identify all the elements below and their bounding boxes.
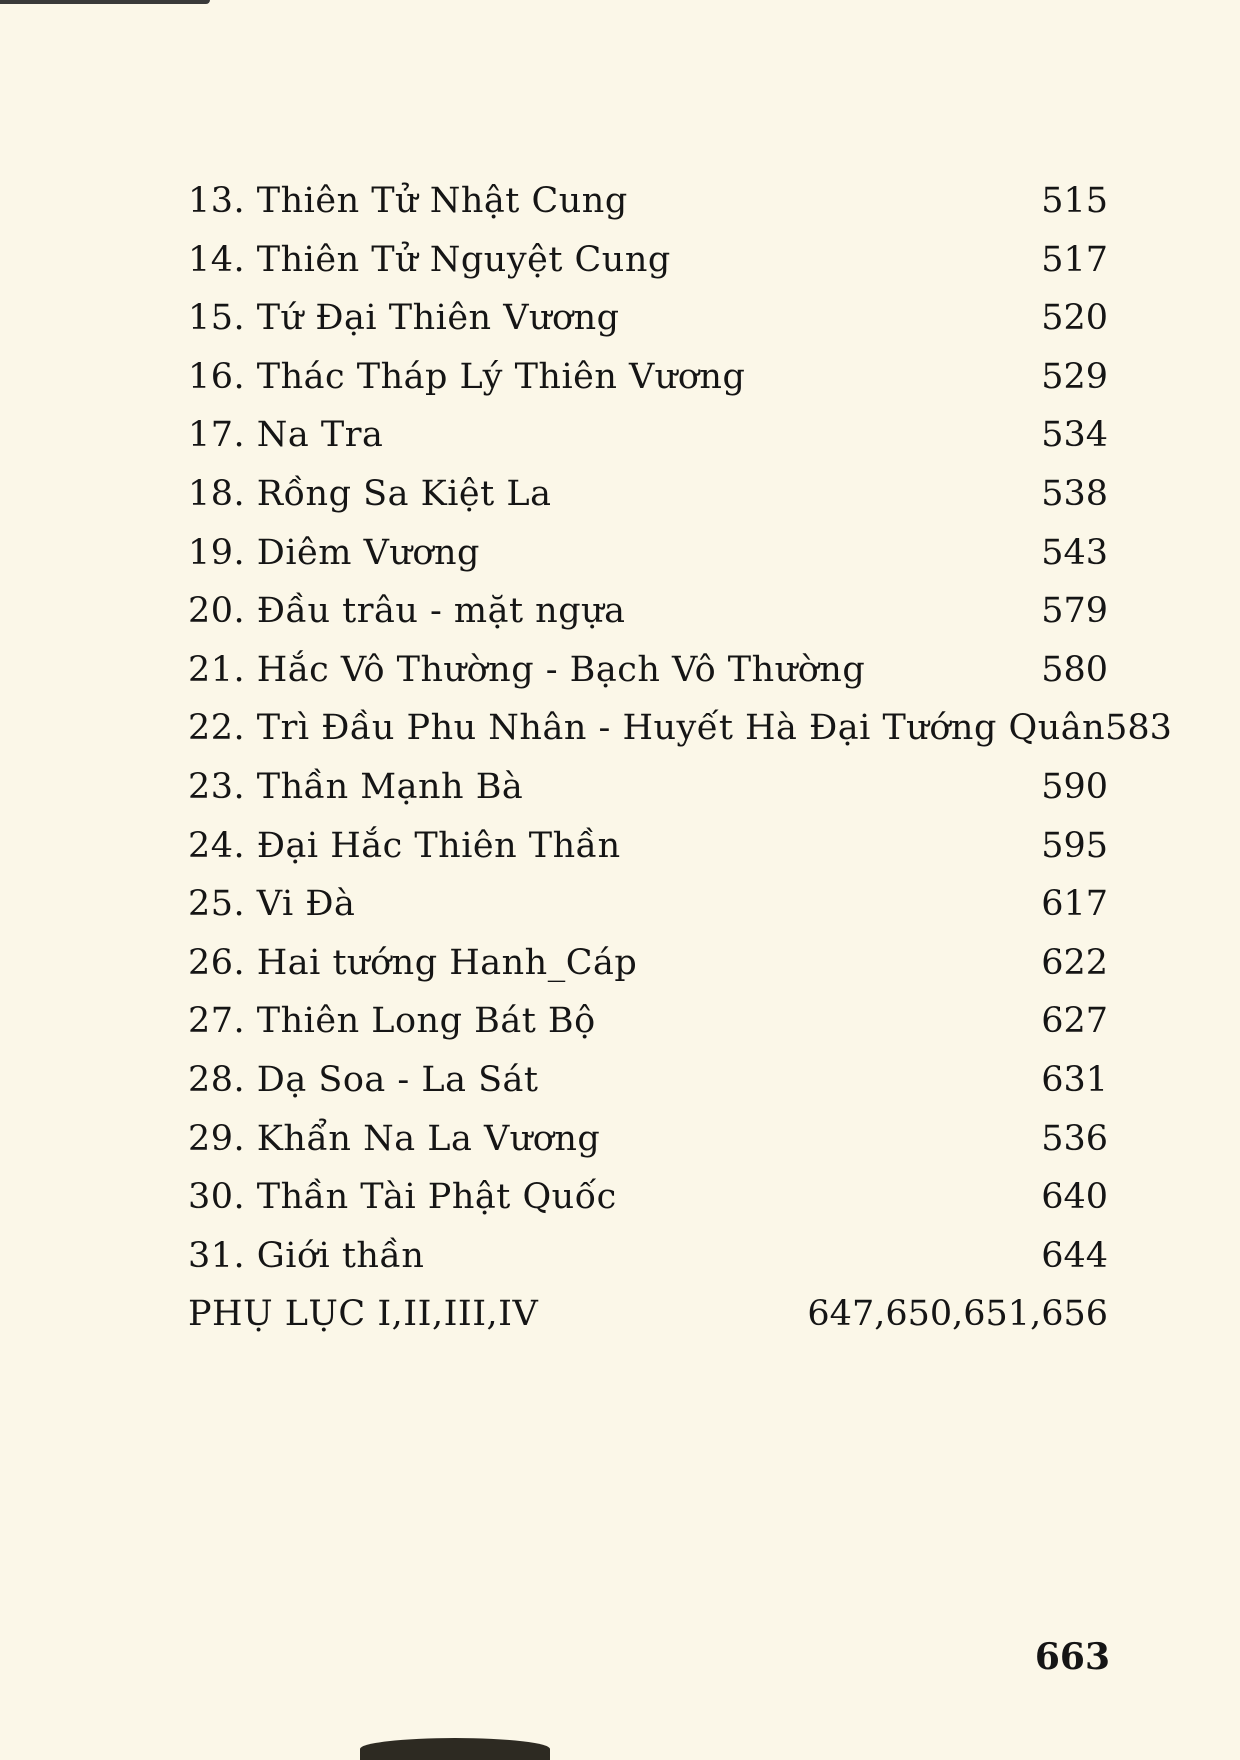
toc-entry-page: 538 — [1041, 473, 1108, 514]
toc-entry-title: 14. Thiên Tử Nguyệt Cung — [188, 239, 671, 280]
toc-entry-page: 640 — [1041, 1177, 1108, 1218]
toc-entry-page: 590 — [1041, 766, 1108, 807]
toc-entry — [188, 992, 1108, 1051]
toc-entry — [188, 758, 1108, 817]
toc-entry-page: 622 — [1041, 942, 1108, 983]
toc-entry-title: 31. Giới thần — [188, 1235, 425, 1276]
toc-entry — [188, 875, 1108, 934]
page-edge-shadow — [0, 0, 210, 4]
toc-entry-page: 520 — [1041, 298, 1108, 339]
toc-entry — [188, 172, 1108, 231]
toc-entry — [188, 1227, 1108, 1286]
toc-entry-page: 580 — [1041, 649, 1108, 690]
toc-entry-page: 627 — [1041, 1001, 1108, 1042]
toc-entry-page: 536 — [1041, 1118, 1108, 1159]
toc-entry-page: 647,650,651,656 — [807, 1294, 1108, 1335]
toc-entry-title: 27. Thiên Long Bát Bộ — [188, 1001, 596, 1042]
toc-entry-page: 534 — [1041, 415, 1108, 456]
toc-entry-page: 543 — [1041, 532, 1108, 573]
toc-entry — [188, 582, 1108, 641]
toc-entry-title: 30. Thần Tài Phật Quốc — [188, 1177, 617, 1218]
toc-entry-page: 515 — [1041, 181, 1108, 221]
toc-entry — [188, 1051, 1108, 1110]
toc-entry — [188, 1168, 1108, 1227]
toc-entry-page: 617 — [1041, 884, 1108, 925]
toc-entry-title: 25. Vi Đà — [188, 884, 356, 925]
toc-entry-title: PHỤ LỤC I,II,III,IV — [188, 1294, 539, 1335]
toc-entry-title: 16. Thác Tháp Lý Thiên Vương — [188, 356, 746, 397]
toc-entry-title: 29. Khẩn Na La Vương — [188, 1118, 601, 1159]
toc-entry — [188, 524, 1108, 583]
toc-entry — [188, 406, 1108, 465]
toc-entry-page: 529 — [1041, 356, 1108, 397]
toc-entry — [188, 817, 1108, 876]
page-number: 663 — [1034, 1636, 1110, 1678]
toc-entry-title: 20. Đầu trâu - mặt ngựa — [188, 591, 626, 632]
toc-entry — [188, 699, 1172, 758]
toc-entry-title: 26. Hai tướng Hanh_Cáp — [188, 942, 638, 983]
toc-entry — [188, 1285, 1108, 1344]
toc-entry — [188, 231, 1108, 290]
toc-entry-page: 644 — [1041, 1235, 1108, 1276]
toc-entry-page: 579 — [1041, 591, 1108, 632]
toc-entry-page: 583 — [1105, 708, 1172, 749]
toc-entry — [188, 1110, 1108, 1169]
toc-entry-title: 13. Thiên Tử Nhật Cung — [188, 181, 628, 221]
toc-entry-page: 595 — [1041, 825, 1108, 866]
toc-entry-title: 28. Dạ Soa - La Sát — [188, 1059, 539, 1100]
toc-entry — [188, 465, 1108, 524]
toc-entry-page: 631 — [1041, 1059, 1108, 1100]
toc-entry-page: 517 — [1041, 239, 1108, 280]
toc-entry-title: 17. Na Tra — [188, 415, 384, 456]
toc-entry-title: 24. Đại Hắc Thiên Thần — [188, 825, 621, 866]
toc-entry — [188, 289, 1108, 348]
table-of-contents — [188, 172, 1172, 1344]
toc-entry-title: 22. Trì Đầu Phu Nhân - Huyết Hà Đại Tướng Quân — [188, 708, 1106, 749]
page-edge-shadow — [360, 1738, 550, 1760]
toc-entry — [188, 934, 1108, 993]
toc-entry — [188, 641, 1108, 700]
toc-entry-title: 15. Tứ Đại Thiên Vương — [188, 298, 620, 339]
toc-entry-title: 18. Rồng Sa Kiệt La — [188, 473, 552, 514]
toc-entry-title: 21. Hắc Vô Thường - Bạch Vô Thường — [188, 649, 866, 690]
toc-entry-title: 23. Thần Mạnh Bà — [188, 766, 524, 807]
toc-entry-title: 19. Diêm Vương — [188, 532, 480, 573]
toc-entry — [188, 348, 1108, 407]
